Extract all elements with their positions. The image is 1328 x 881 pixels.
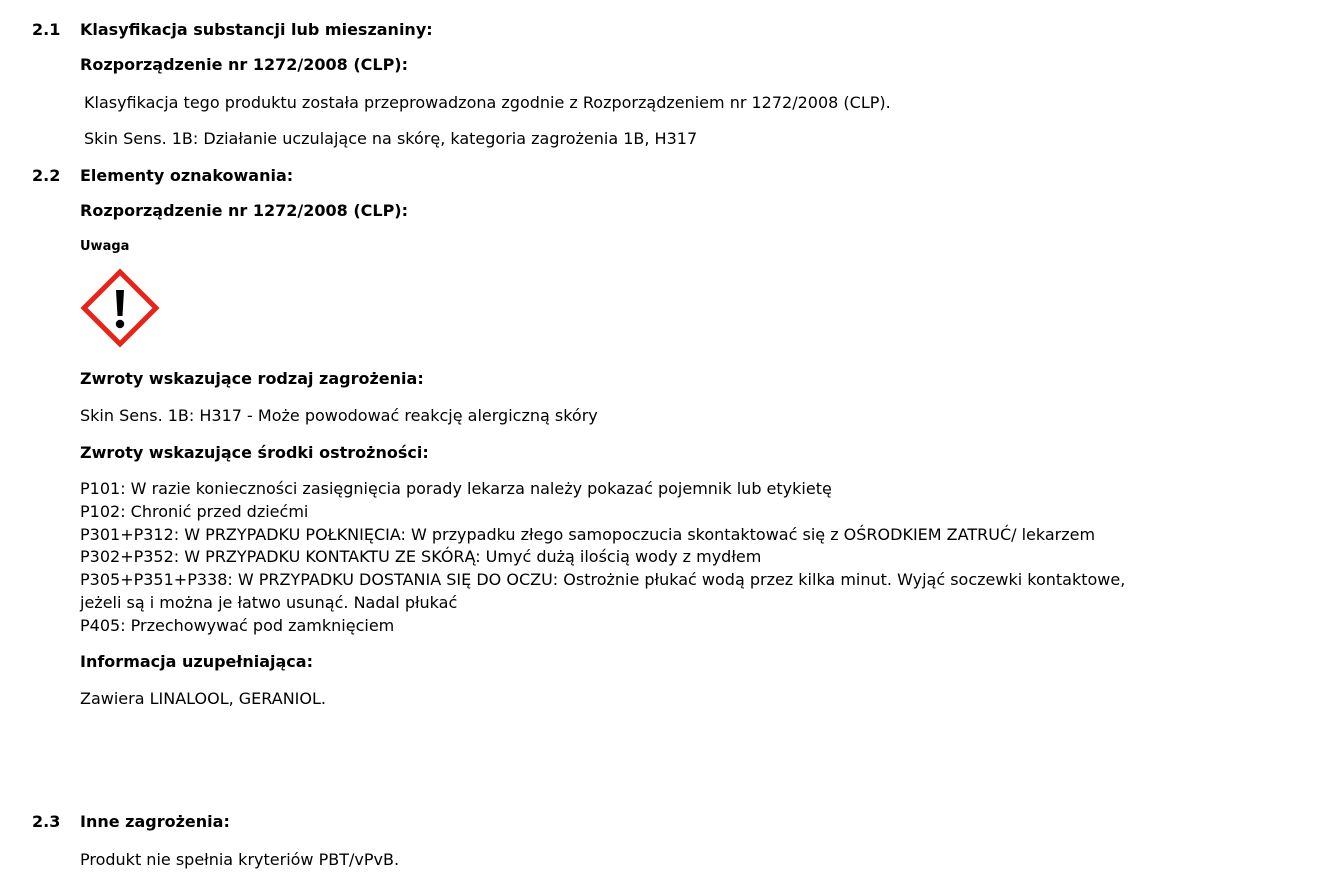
hazard-statement: Skin Sens. 1B: H317 - Może powodować reakcję alergiczną skóry (80, 406, 598, 425)
section-2-2-title: Elementy oznakowania: (80, 166, 294, 185)
section-2-1-regulation-heading: Rozporządzenie nr 1272/2008 (CLP): (80, 55, 408, 74)
section-2-3-number: 2.3 (32, 812, 61, 831)
hazard-statements-heading: Zwroty wskazujące rodzaj zagrożenia: (80, 369, 424, 388)
precautionary-statement: jeżeli są i można je łatwo usunąć. Nadal płukać (80, 592, 458, 612)
precautionary-statement: P302+P352: W PRZYPADKU KONTAKTU ZE SKÓRĄ: Umyć dużą ilością wody z mydłem (80, 547, 762, 567)
supplementary-info-text: Zawiera LINALOOL, GERANIOL. (80, 689, 326, 708)
precautionary-statements-list (80, 478, 1320, 638)
section-2-1-paragraph: Klasyfikacja tego produktu została przeprowadzona zgodnie z Rozporządzeniem nr 1272/2008 (CLP). (84, 93, 891, 112)
section-2-1-number: 2.1 (32, 20, 61, 39)
precautionary-statements-heading: Zwroty wskazujące środki ostrożności: (80, 443, 429, 462)
ghs07-exclamation-mark-icon (80, 268, 160, 348)
signal-word: Uwaga (80, 239, 130, 254)
precautionary-statement: P102: Chronić przed dziećmi (80, 501, 309, 521)
precautionary-statement: P101: W razie konieczności zasięgnięcia porady lekarza należy pokazać pojemnik lub etykietę (80, 479, 832, 498)
section-2-1-paragraph: Skin Sens. 1B: Działanie uczulające na skórę, kategoria zagrożenia 1B, H317 (84, 129, 698, 148)
precautionary-statement: P405: Przechowywać pod zamknięciem (80, 615, 395, 635)
section-2-2-regulation-heading: Rozporządzenie nr 1272/2008 (CLP): (80, 201, 408, 220)
section-2-1-title: Klasyfikacja substancji lub mieszaniny: (80, 20, 433, 39)
precautionary-statement: P301+P312: W PRZYPADKU POŁKNIĘCIA: W przypadku złego samopoczucia skontaktować się z OŚRODKIEM ZATRUĆ/ lekarzem (80, 524, 1096, 544)
section-2-3-text: Produkt nie spełnia kryteriów PBT/vPvB. (80, 850, 400, 869)
precautionary-statement: P305+P351+P338: W PRZYPADKU DOSTANIA SIĘ DO OCZU: Ostrożnie płukać wodą przez kilka minut. Wyjąć soczewki kontaktowe, (80, 570, 1126, 590)
section-2-3-title: Inne zagrożenia: (80, 812, 230, 831)
section-2-2-number: 2.2 (32, 166, 61, 185)
supplementary-info-heading: Informacja uzupełniająca: (80, 652, 313, 671)
